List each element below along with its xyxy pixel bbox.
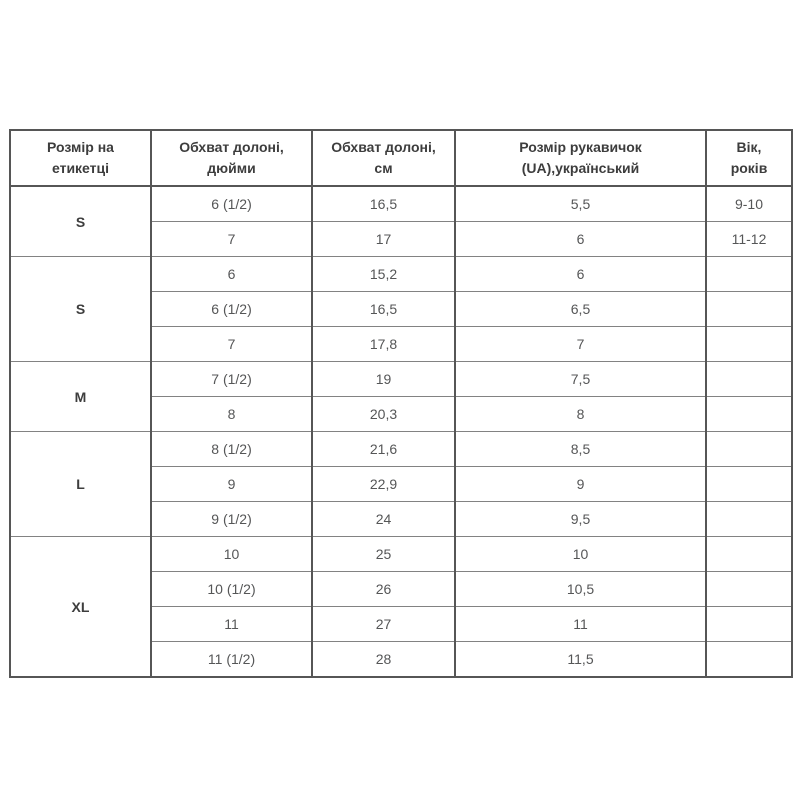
group-label-cell: M xyxy=(10,362,151,432)
cell-cm: 22,9 xyxy=(312,467,455,502)
cell-ua-size: 7,5 xyxy=(455,362,706,397)
cell-ua-size: 7 xyxy=(455,327,706,362)
cell-inches: 6 (1/2) xyxy=(151,292,312,327)
cell-cm: 16,5 xyxy=(312,186,455,222)
cell-inches: 7 xyxy=(151,222,312,257)
header-line: см xyxy=(374,160,393,176)
cell-cm: 24 xyxy=(312,502,455,537)
header-ua-glove-size xyxy=(455,130,706,186)
cell-age xyxy=(706,327,792,362)
cell-age xyxy=(706,362,792,397)
cell-ua-size: 6 xyxy=(455,257,706,292)
cell-inches: 10 xyxy=(151,537,312,572)
cell-cm: 17 xyxy=(312,222,455,257)
cell-ua-size: 11,5 xyxy=(455,642,706,678)
cell-age xyxy=(706,537,792,572)
cell-age xyxy=(706,467,792,502)
cell-inches: 11 (1/2) xyxy=(151,642,312,678)
cell-inches: 8 xyxy=(151,397,312,432)
header-line: Розмір рукавичок xyxy=(519,139,642,155)
cell-cm: 25 xyxy=(312,537,455,572)
cell-inches: 9 xyxy=(151,467,312,502)
cell-inches: 11 xyxy=(151,607,312,642)
table-row xyxy=(10,186,792,222)
cell-age: 11-12 xyxy=(706,222,792,257)
cell-age xyxy=(706,397,792,432)
cell-ua-size: 10 xyxy=(455,537,706,572)
table-row xyxy=(10,537,792,572)
cell-cm: 26 xyxy=(312,572,455,607)
header-line: Обхват долоні, xyxy=(179,139,284,155)
cell-cm: 19 xyxy=(312,362,455,397)
cell-inches: 10 (1/2) xyxy=(151,572,312,607)
header-palm-cm xyxy=(312,130,455,186)
header-line: Обхват долоні, xyxy=(331,139,436,155)
cell-inches: 7 xyxy=(151,327,312,362)
cell-age xyxy=(706,502,792,537)
group-label-cell: L xyxy=(10,432,151,537)
cell-age: 9-10 xyxy=(706,186,792,222)
cell-cm: 15,2 xyxy=(312,257,455,292)
group-label-cell: S xyxy=(10,186,151,257)
group-label-cell: XL xyxy=(10,537,151,678)
table-header-row xyxy=(10,130,792,186)
cell-cm: 28 xyxy=(312,642,455,678)
header-line: Вік, xyxy=(736,139,762,155)
header-line: етикетці xyxy=(51,160,110,176)
header-age-years xyxy=(706,130,792,186)
cell-ua-size: 11 xyxy=(455,607,706,642)
cell-cm: 20,3 xyxy=(312,397,455,432)
header-line: років xyxy=(730,160,768,176)
header-line: дюйми xyxy=(207,160,256,176)
table-row xyxy=(10,362,792,397)
table-row xyxy=(10,257,792,292)
glove-size-table xyxy=(9,129,793,678)
group-label-cell: S xyxy=(10,257,151,362)
cell-cm: 17,8 xyxy=(312,327,455,362)
cell-ua-size: 9,5 xyxy=(455,502,706,537)
cell-ua-size: 10,5 xyxy=(455,572,706,607)
header-line: (UA),український xyxy=(521,160,640,176)
cell-cm: 16,5 xyxy=(312,292,455,327)
cell-inches: 6 xyxy=(151,257,312,292)
cell-age xyxy=(706,572,792,607)
cell-cm: 21,6 xyxy=(312,432,455,467)
cell-age xyxy=(706,642,792,678)
cell-cm: 27 xyxy=(312,607,455,642)
cell-inches: 7 (1/2) xyxy=(151,362,312,397)
cell-ua-size: 5,5 xyxy=(455,186,706,222)
cell-age xyxy=(706,292,792,327)
cell-inches: 8 (1/2) xyxy=(151,432,312,467)
cell-age xyxy=(706,432,792,467)
table-row xyxy=(10,432,792,467)
cell-ua-size: 6 xyxy=(455,222,706,257)
cell-ua-size: 8 xyxy=(455,397,706,432)
header-size-on-label xyxy=(10,130,151,186)
cell-ua-size: 6,5 xyxy=(455,292,706,327)
cell-ua-size: 8,5 xyxy=(455,432,706,467)
header-palm-inches xyxy=(151,130,312,186)
cell-ua-size: 9 xyxy=(455,467,706,502)
cell-age xyxy=(706,607,792,642)
header-line: Розмір на xyxy=(47,139,114,155)
cell-inches: 6 (1/2) xyxy=(151,186,312,222)
cell-age xyxy=(706,257,792,292)
cell-inches: 9 (1/2) xyxy=(151,502,312,537)
